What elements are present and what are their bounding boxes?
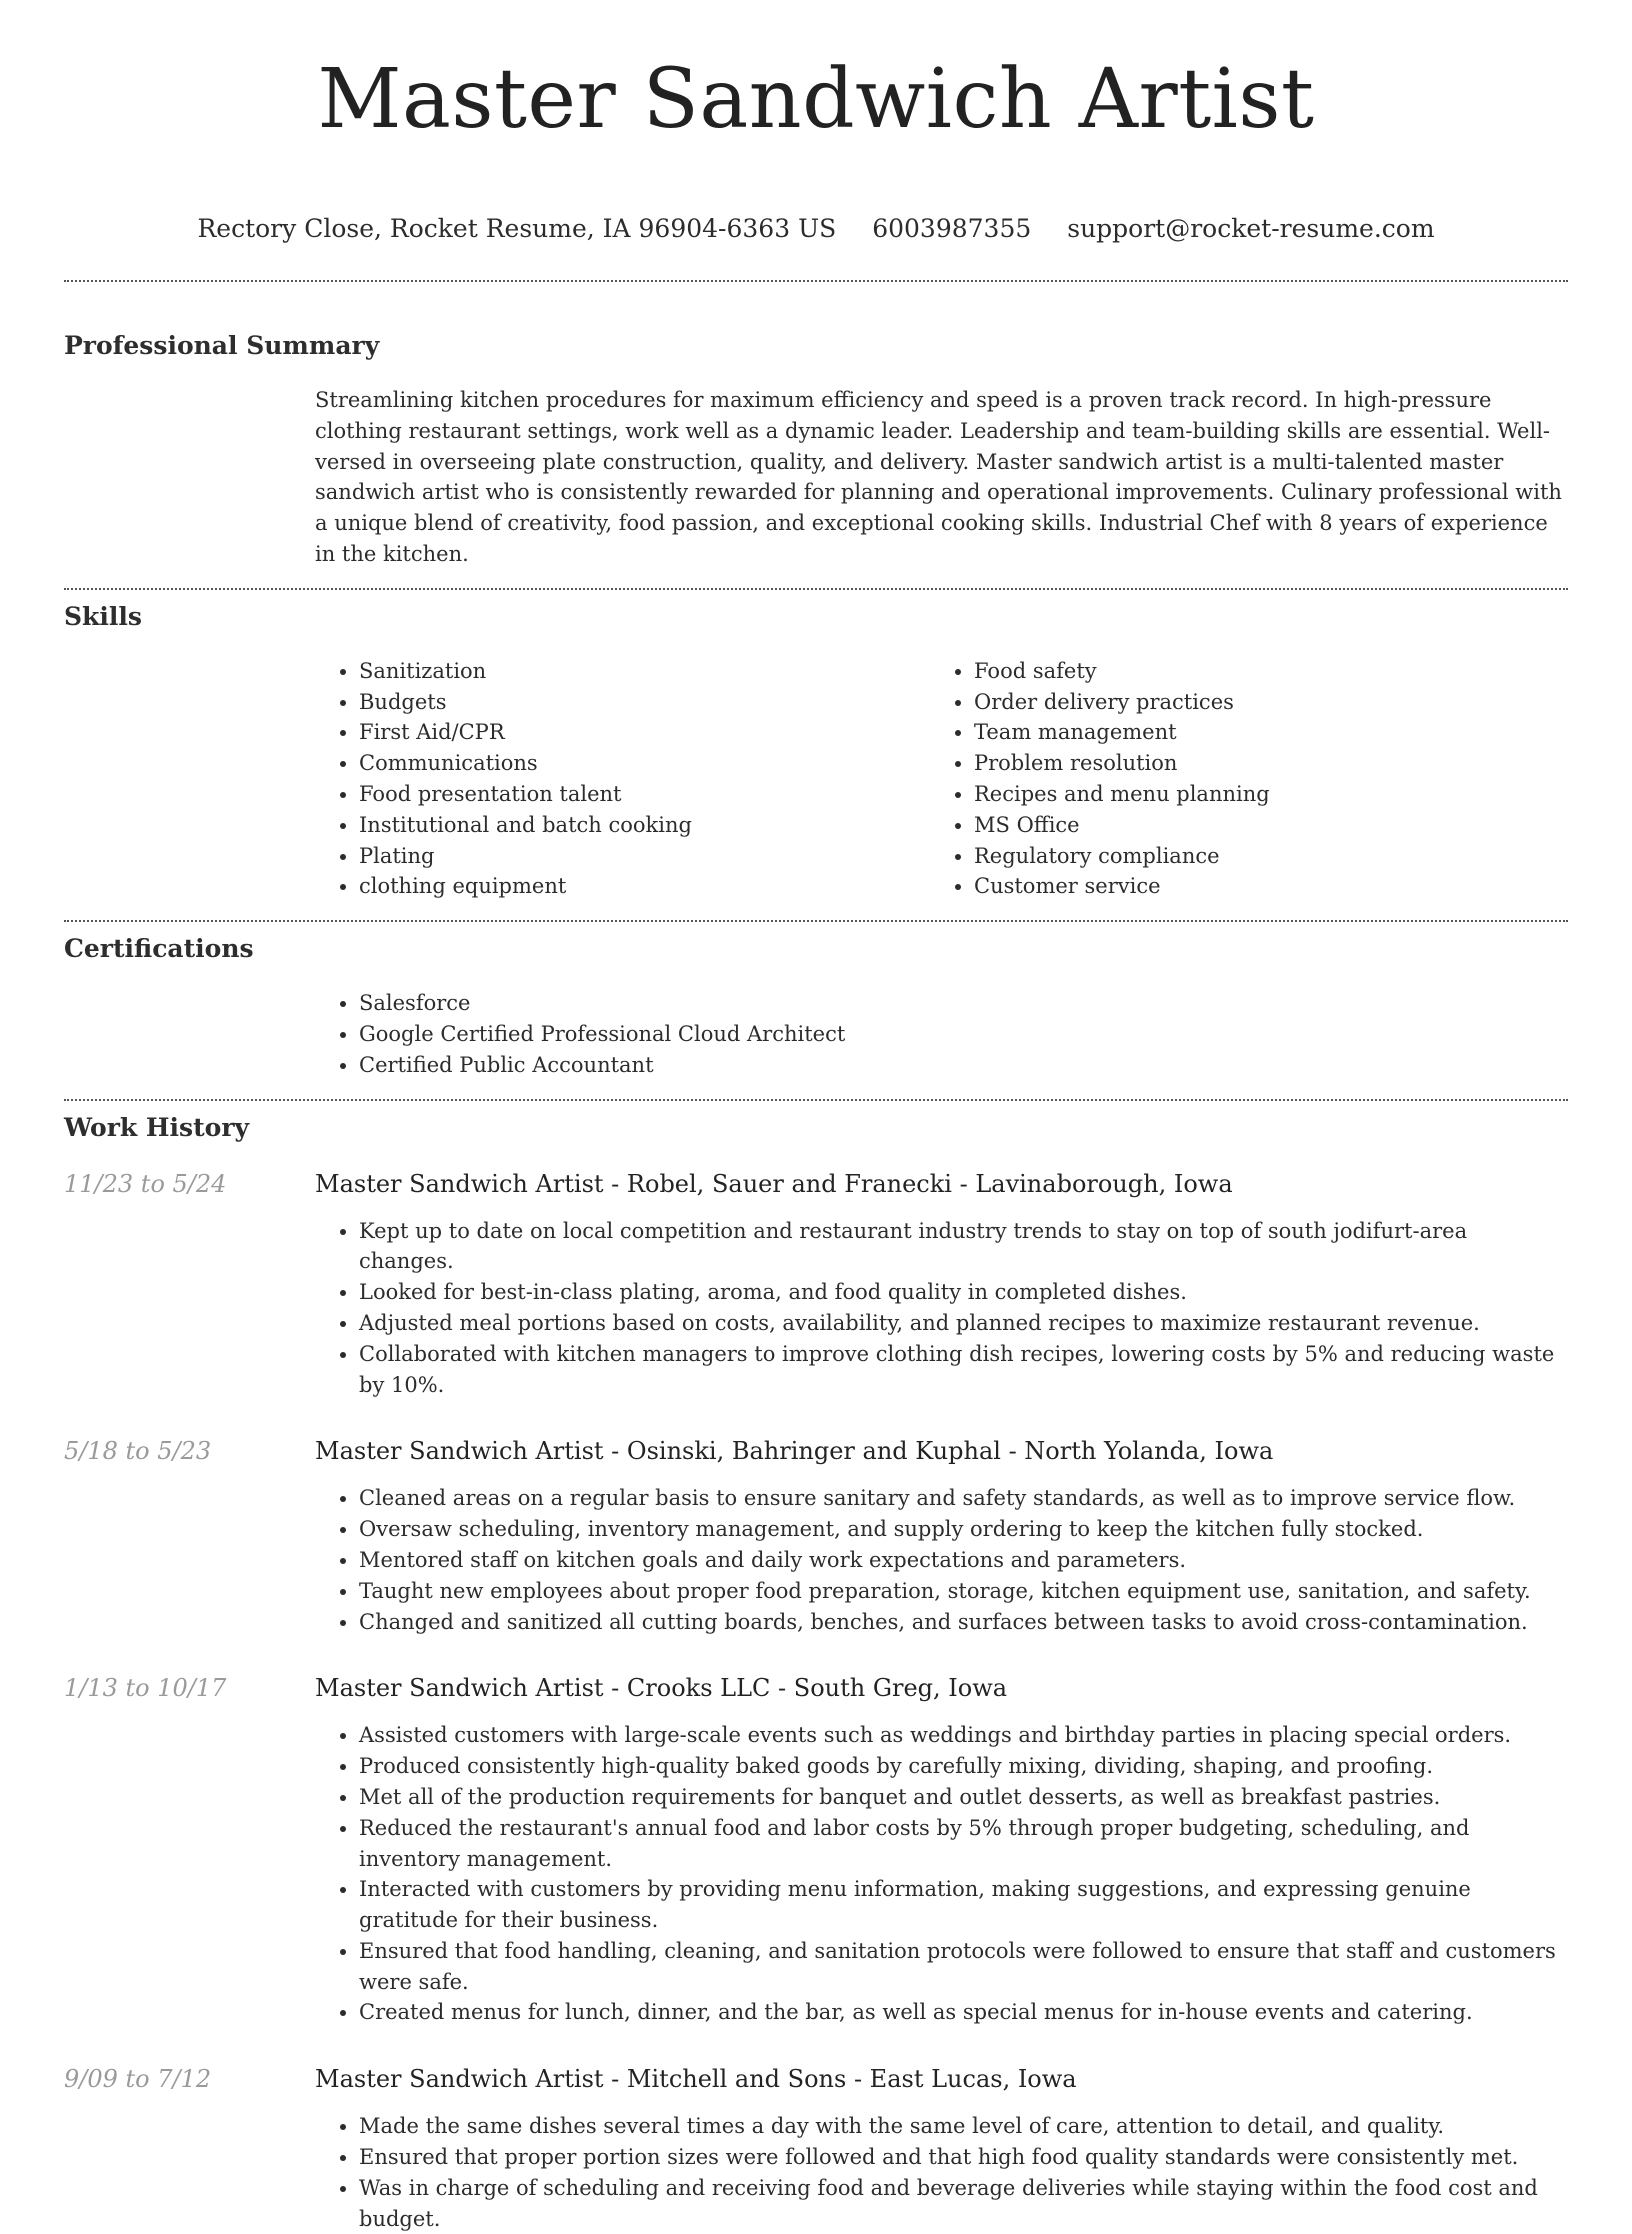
skills-list-right xyxy=(930,656,1545,902)
job-dates: 9/09 to 7/12 xyxy=(64,2065,212,2094)
summary-heading: Professional Summary xyxy=(64,331,380,360)
skills-grid xyxy=(315,656,1568,902)
skill-item: • Recipes and menu planning xyxy=(974,779,1545,810)
certification-item: • Certified Public Accountant xyxy=(359,1050,1568,1081)
job-bullet: • Ensured that proper portion sizes were followed and that high food quality standards were consistently met. xyxy=(359,2142,1568,2173)
job-title: Master Sandwich Artist - Mitchell and Sons - East Lucas, Iowa xyxy=(315,2065,1077,2094)
job-bullet: • Created menus for lunch, dinner, and the bar, as well as special menus for in-house events and catering. xyxy=(359,1997,1568,2028)
contact-email: support@rocket-resume.com xyxy=(1067,214,1435,243)
job-bullet: • Oversaw scheduling, inventory management, and supply ordering to keep the kitchen fully stocked. xyxy=(359,1514,1568,1545)
job-bullet: • Kept up to date on local competition and restaurant industry trends to stay on top of south jodifurt-area changes. xyxy=(359,1216,1568,1278)
job-bullet: • Ensured that food handling, cleaning, and sanitation protocols were followed to ensure that staff and customers were safe. xyxy=(359,1936,1568,1998)
section-divider xyxy=(64,588,1568,590)
certifications-list xyxy=(315,988,1568,1080)
contact-address: Rectory Close, Rocket Resume, IA 96904-6363 US xyxy=(197,214,837,243)
candidate-name: Master Sandwich Artist xyxy=(317,52,1315,147)
job-bullet: • Assisted customers with large-scale events such as weddings and birthday parties in placing special orders. xyxy=(359,1720,1568,1751)
job-bullet: • Interacted with customers by providing menu information, making suggestions, and expressing genuine gratitude for their business. xyxy=(359,1874,1568,1936)
job-bullet: • Collaborated with kitchen managers to improve clothing dish recipes, lowering costs by 5% and reducing waste by 10%. xyxy=(359,1339,1568,1401)
skill-item: • Customer service xyxy=(974,871,1545,902)
job-bullet: • Changed and sanitized all cutting boards, benches, and surfaces between tasks to avoid cross-contamination. xyxy=(359,1607,1568,1638)
skill-item: • First Aid/CPR xyxy=(359,717,930,748)
job-bullet: • Produced consistently high-quality baked goods by carefully mixing, dividing, shaping, and proofing. xyxy=(359,1751,1568,1782)
skill-item: • Order delivery practices xyxy=(974,687,1545,718)
certifications-section xyxy=(64,934,1568,1080)
skill-item: • Food safety xyxy=(974,656,1545,687)
job-bullet: • Reduced the restaurant's annual food and labor costs by 5% through proper budgeting, scheduling, and inventory management. xyxy=(359,1813,1568,1875)
skills-list-left xyxy=(315,656,930,902)
certification-item: • Salesforce xyxy=(359,988,1568,1019)
skill-item: • Sanitization xyxy=(359,656,930,687)
section-divider xyxy=(64,280,1568,282)
skill-item: • Regulatory compliance xyxy=(974,841,1545,872)
job-title: Master Sandwich Artist - Osinski, Bahringer and Kuphal - North Yolanda, Iowa xyxy=(315,1437,1274,1466)
section-divider xyxy=(64,1099,1568,1101)
work-history-heading: Work History xyxy=(64,1112,250,1142)
job-entry xyxy=(64,1673,1568,2028)
work-history-section xyxy=(64,1113,1568,2234)
contact-phone: 6003987355 xyxy=(872,214,1032,243)
job-bullet: • Looked for best-in-class plating, aroma, and food quality in completed dishes. xyxy=(359,1277,1568,1308)
section-divider xyxy=(64,920,1568,922)
job-entry xyxy=(64,1436,1568,1637)
job-bullets xyxy=(315,2111,1568,2234)
skill-item: • Budgets xyxy=(359,687,930,718)
job-entry xyxy=(64,2064,1568,2234)
job-bullet: • Was in charge of scheduling and receiving food and beverage deliveries while staying within the food cost and budget. xyxy=(359,2173,1568,2234)
job-bullet: • Met all of the production requirements for banquet and outlet desserts, as well as breakfast pastries. xyxy=(359,1782,1568,1813)
job-bullet: • Made the same dishes several times a day with the same level of care, attention to detail, and quality. xyxy=(359,2111,1568,2142)
skill-item: • MS Office xyxy=(974,810,1545,841)
job-dates: 1/13 to 10/17 xyxy=(64,1674,227,1703)
summary-section xyxy=(64,331,1568,570)
skills-section xyxy=(64,602,1568,902)
skill-item: • Plating xyxy=(359,841,930,872)
job-bullet: • Mentored staff on kitchen goals and daily work expectations and parameters. xyxy=(359,1545,1568,1576)
job-dates: 5/18 to 5/23 xyxy=(64,1437,212,1466)
job-bullet: • Cleaned areas on a regular basis to ensure sanitary and safety standards, as well as to improve service flow. xyxy=(359,1483,1568,1514)
job-bullet: • Taught new employees about proper food preparation, storage, kitchen equipment use, sanitation, and safety. xyxy=(359,1576,1568,1607)
contact-line xyxy=(64,214,1568,244)
certifications-heading: Certifications xyxy=(64,934,254,964)
job-bullets xyxy=(315,1216,1568,1401)
resume-page xyxy=(64,0,1568,2234)
job-bullets xyxy=(315,1720,1568,2028)
skill-item: • clothing equipment xyxy=(359,871,930,902)
job-entry xyxy=(64,1169,1568,1401)
skill-item: • Institutional and batch cooking xyxy=(359,810,930,841)
job-bullets xyxy=(315,1483,1568,1637)
skill-item: • Communications xyxy=(359,748,930,779)
job-title: Master Sandwich Artist - Robel, Sauer and Franecki - Lavinaborough, Iowa xyxy=(315,1169,1233,1198)
certification-item: • Google Certified Professional Cloud Architect xyxy=(359,1019,1568,1050)
skill-item: • Problem resolution xyxy=(974,748,1545,779)
skill-item: • Team management xyxy=(974,717,1545,748)
summary-text: Streamlining kitchen procedures for maximum efficiency and speed is a proven track record. In high-pressure clothing restaurant settings, work well as a dynamic leader. Leadership and team-building skills are essential. Well-versed in overseeing plate construction, quality, and delivery. Master sandwich artist is a multi-talented master sandwich artist who is consistently rewarded for planning and operational improvements. Culinary professional with a unique blend of creativity, food passion, and exceptional cooking skills. Industrial Chef with 8 years of experience in the kitchen. xyxy=(315,388,1562,566)
skills-heading: Skills xyxy=(64,601,142,631)
job-dates: 11/23 to 5/24 xyxy=(64,1169,227,1198)
skill-item: • Food presentation talent xyxy=(359,779,930,810)
job-title: Master Sandwich Artist - Crooks LLC - South Greg, Iowa xyxy=(315,1674,1008,1703)
job-bullet: • Adjusted meal portions based on costs, availability, and planned recipes to maximize restaurant revenue. xyxy=(359,1308,1568,1339)
